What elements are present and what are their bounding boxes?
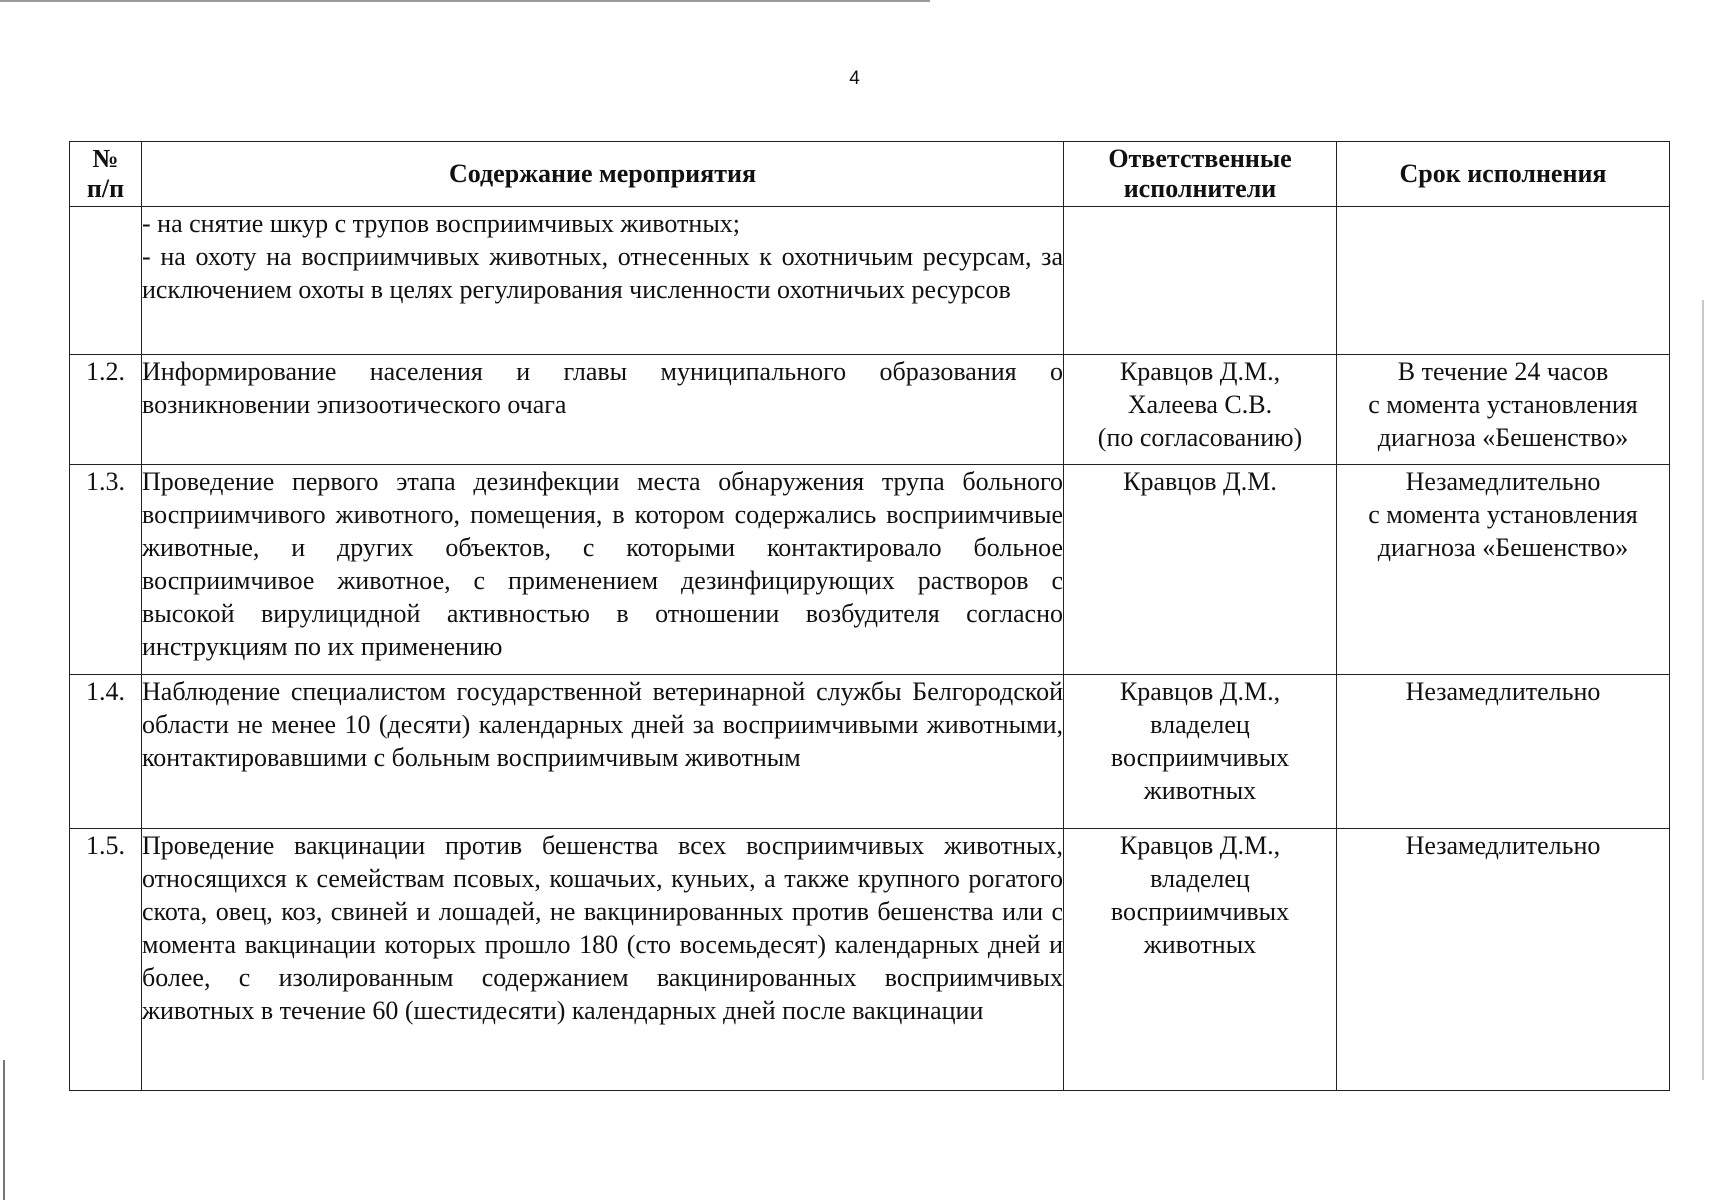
row-responsible — [1064, 207, 1337, 355]
header-content: Содержание мероприятия — [142, 142, 1064, 207]
table-row — [70, 355, 1670, 465]
row-content — [142, 675, 1064, 829]
table-row — [70, 207, 1670, 355]
deadline-line: диагноза «Бешенство» — [1377, 533, 1629, 562]
row-deadline — [1337, 207, 1670, 355]
responsible-line: (по согласованию) — [1097, 423, 1303, 452]
table-row — [70, 675, 1670, 829]
row-responsible — [1064, 465, 1337, 675]
deadline-line: Незамедлительно — [1405, 831, 1601, 860]
scan-edge-left — [3, 1060, 5, 1200]
row-number: 1.3. — [70, 465, 142, 675]
row-responsible — [1064, 675, 1337, 829]
table-header-row — [70, 142, 1670, 207]
row-responsible — [1064, 829, 1337, 1091]
responsible-line: Кравцов Д.М. — [1123, 467, 1277, 496]
header-responsible-line: исполнители — [1123, 174, 1277, 203]
content-paragraph: - на снятие шкур с трупов восприимчивых животных; — [142, 209, 741, 238]
table-row — [70, 829, 1670, 1091]
deadline-line: В течение 24 часов — [1397, 357, 1609, 386]
responsible-line: Кравцов Д.М., — [1119, 677, 1281, 706]
responsible-line: Кравцов Д.М., — [1119, 831, 1281, 860]
table-body — [70, 207, 1670, 1091]
header-number-line: п/п — [86, 174, 125, 203]
scan-edge-top — [0, 0, 930, 2]
content-paragraph: Проведение первого этапа дезинфекции места обнаружения трупа больного восприимчивого животного, помещения, в котором содержались восприимчивые животные, и других объектов, с которыми контактировало больное восприимчивое животное, с применением дезинфицирующих растворов с высокой вирулицидной активностью в отношении возбудителя согласно инструкциям по их применению — [142, 467, 1063, 661]
table-row — [70, 465, 1670, 675]
row-number — [70, 207, 142, 355]
header-responsible — [1064, 142, 1337, 207]
header-responsible-line: Ответственные — [1108, 144, 1292, 173]
content-paragraph: Наблюдение специалистом государственной ветеринарной службы Белгородской области не менее 10 (десяти) календарных дней за восприимчивыми животными, контактировавшими с больным восприимчивым животным — [142, 677, 1063, 772]
content-paragraph: - на охоту на восприимчивых животных, отнесенных к охотничьим ресурсам, за исключением охоты в целях регулирования численности охотничьих ресурсов — [142, 242, 1063, 304]
row-deadline — [1337, 829, 1670, 1091]
row-number: 1.4. — [70, 675, 142, 829]
deadline-line: Незамедлительно — [1405, 677, 1601, 706]
responsible-line: восприимчивых — [1110, 743, 1290, 772]
responsible-line: животных — [1143, 776, 1257, 805]
header-number-line: № — [92, 144, 119, 173]
deadline-line: с момента установления — [1368, 390, 1638, 419]
content-paragraph: Проведение вакцинации против бешенства всех восприимчивых животных, относящихся к семействам псовых, кошачьих, куньих, а также крупного рогатого скота, овец, коз, свиней и лошадей, не вакцинированных против бешенства или с момента вакцинации которых прошло 180 (сто восемьдесят) календарных дней и более, с изолированным содержанием вакцинированных восприимчивых животных в течение 60 (шестидесяти) календарных дней после вакцинации — [142, 831, 1063, 1025]
responsible-line: животных — [1143, 930, 1257, 959]
page-number: 4 — [849, 68, 860, 89]
row-content — [142, 829, 1064, 1091]
deadline-line: с момента установления — [1368, 500, 1638, 529]
row-content — [142, 465, 1064, 675]
row-deadline — [1337, 355, 1670, 465]
header-number — [70, 142, 142, 207]
row-responsible — [1064, 355, 1337, 465]
row-content — [142, 207, 1064, 355]
responsible-line: Халеева С.В. — [1127, 390, 1273, 419]
row-content — [142, 355, 1064, 465]
row-number: 1.5. — [70, 829, 142, 1091]
scan-edge-right — [1702, 300, 1704, 1080]
deadline-line: диагноза «Бешенство» — [1377, 423, 1629, 452]
header-deadline: Срок исполнения — [1337, 142, 1670, 207]
deadline-line: Незамедлительно — [1405, 467, 1601, 496]
measures-table — [69, 141, 1670, 1091]
content-paragraph: Информирование населения и главы муниципального образования о возникновении эпизоотического очага — [142, 357, 1063, 419]
responsible-line: Кравцов Д.М., — [1119, 357, 1281, 386]
row-deadline — [1337, 675, 1670, 829]
responsible-line: восприимчивых — [1110, 897, 1290, 926]
row-deadline — [1337, 465, 1670, 675]
responsible-line: владелец — [1150, 864, 1250, 893]
row-number: 1.2. — [70, 355, 142, 465]
responsible-line: владелец — [1150, 710, 1250, 739]
